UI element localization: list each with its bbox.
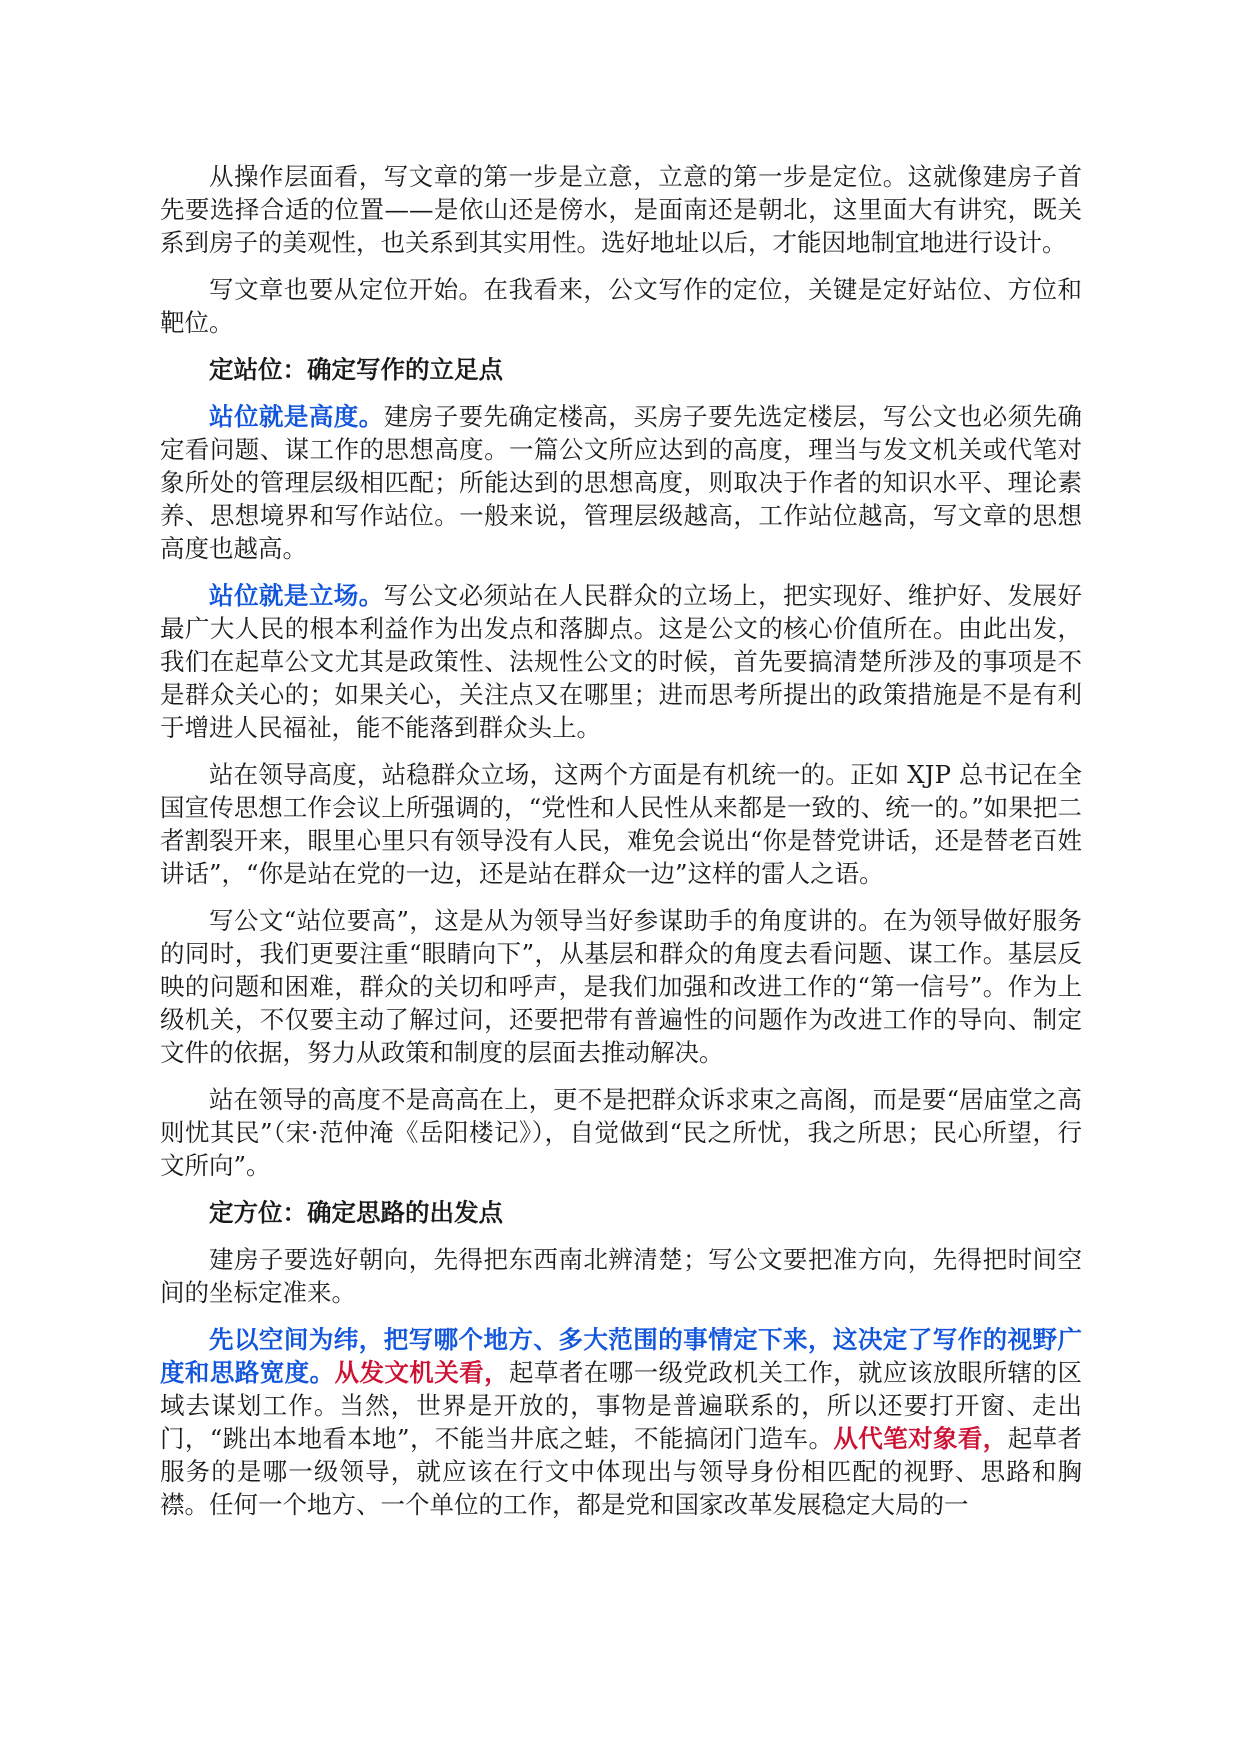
section-heading-stance: 定站位：确定写作的立足点	[209, 355, 503, 384]
document-page	[160, 160, 1082, 1535]
paragraph-space-dimension	[160, 1323, 1082, 1521]
highlight-issuing-authority: 从发文机关看，	[334, 1358, 510, 1387]
paragraph-orientation: 建房子要选好朝向，先得把东西南北辨清楚；写公文要把准方向，先得把时间空间的坐标定准来。	[160, 1245, 1082, 1307]
paragraph-stance-position	[160, 579, 1082, 744]
paragraph-look-down: 写公文“站位要高”，这是从为领导当好参谋助手的角度讲的。在为领导做好服务的同时，我们更要注重“眼睛向下”，从基层和群众的角度去看问题、谋工作。基层反映的问题和困难，群众的关切和呼声，是我们加强和改进工作的“第一信号”。作为上级机关，不仅要主动了解过问，还要把带有普遍性的问题作为改进工作的导向、制定文件的依据，努力从政策和制度的层面去推动解决。	[160, 906, 1082, 1067]
paragraph-text: 写公文必须站在人民群众的立场上，把实现好、维护好、发展好最广大人民的根本利益作为出发点和落脚点。这是公文的核心价值所在。由此出发，我们在起草公文尤其是政策性、法规性公文的时候，首先要搞清楚所涉及的事项是不是群众关心的；如果关心，关注点又在哪里；进而思考所提出的政策措施是不是有利于增进人民福祉，能不能落到群众头上。	[160, 581, 1083, 742]
paragraph-not-aloof: 站在领导的高度不是高高在上，更不是把群众诉求束之高阁，而是要“居庙堂之高则忧其民”（宋·范仲淹《岳阳楼记》），自觉做到“民之所忧，我之所思；民心所望，行文所向”。	[160, 1085, 1082, 1180]
paragraph-text: 建房子要先确定楼高，买房子要先选定楼层，写公文也必须先确定看问题、谋工作的思想高度。一篇公文所应达到的高度，理当与发文机关或代笔对象所处的管理层级相匹配；所能达到的思想高度，则取决于作者的知识水平、理论素养、思想境界和写作站位。一般来说，管理层级越高，工作站位越高，写文章的思想高度也越高。	[160, 402, 1083, 563]
paragraph-positioning: 写文章也要从定位开始。在我看来，公文写作的定位，关键是定好站位、方位和靶位。	[160, 275, 1082, 337]
highlight-ghostwriting-target: 从代笔对象看，	[833, 1424, 1008, 1453]
paragraph-text: 起草者服务的是哪一级领导，就应该在行文中体现出与领导身份相匹配的视野、思路和胸襟。任何一个地方、一个单位的工作，都是党和国家改革发展稳定大局的一	[160, 1424, 1082, 1519]
highlight-stance-height: 站位就是高度。	[209, 402, 384, 431]
highlight-stance-position: 站位就是立场。	[209, 581, 384, 610]
paragraph-text: 起草者在哪一级党政机关工作，就应该放眼所辖的区域去谋划工作。当然，世界是开放的，事物是普遍联系的，所以还要打开窗、走出门，“跳出本地看本地”，不能当井底之蛙，不能搞闭门造车。	[160, 1358, 1083, 1453]
paragraph-stance-height	[160, 400, 1082, 565]
paragraph-intro: 从操作层面看，写文章的第一步是立意，立意的第一步是定位。这就像建房子首先要选择合适的位置——是依山还是傍水，是面南还是朝北，这里面大有讲究，既关系到房子的美观性，也关系到其实用性。选好地址以后，才能因地制宜地进行设计。	[160, 162, 1082, 257]
paragraph-unity: 站在领导高度，站稳群众立场，这两个方面是有机统一的。正如 XJP 总书记在全国宣传思想工作会议上所强调的，“党性和人民性从来都是一致的、统一的。”如果把二者割裂开来，眼里心里只有领导没有人民，难免会说出“你是替党讲话，还是替老百姓讲话”，“你是站在党的一边，还是站在群众一边”这样的雷人之语。	[160, 760, 1082, 888]
section-heading-direction: 定方位：确定思路的出发点	[209, 1198, 503, 1227]
highlight-space-dimension: 先以空间为纬，把写哪个地方、多大范围的事情定下来，这决定了写作的视野广度和思路宽度。	[160, 1325, 1082, 1387]
